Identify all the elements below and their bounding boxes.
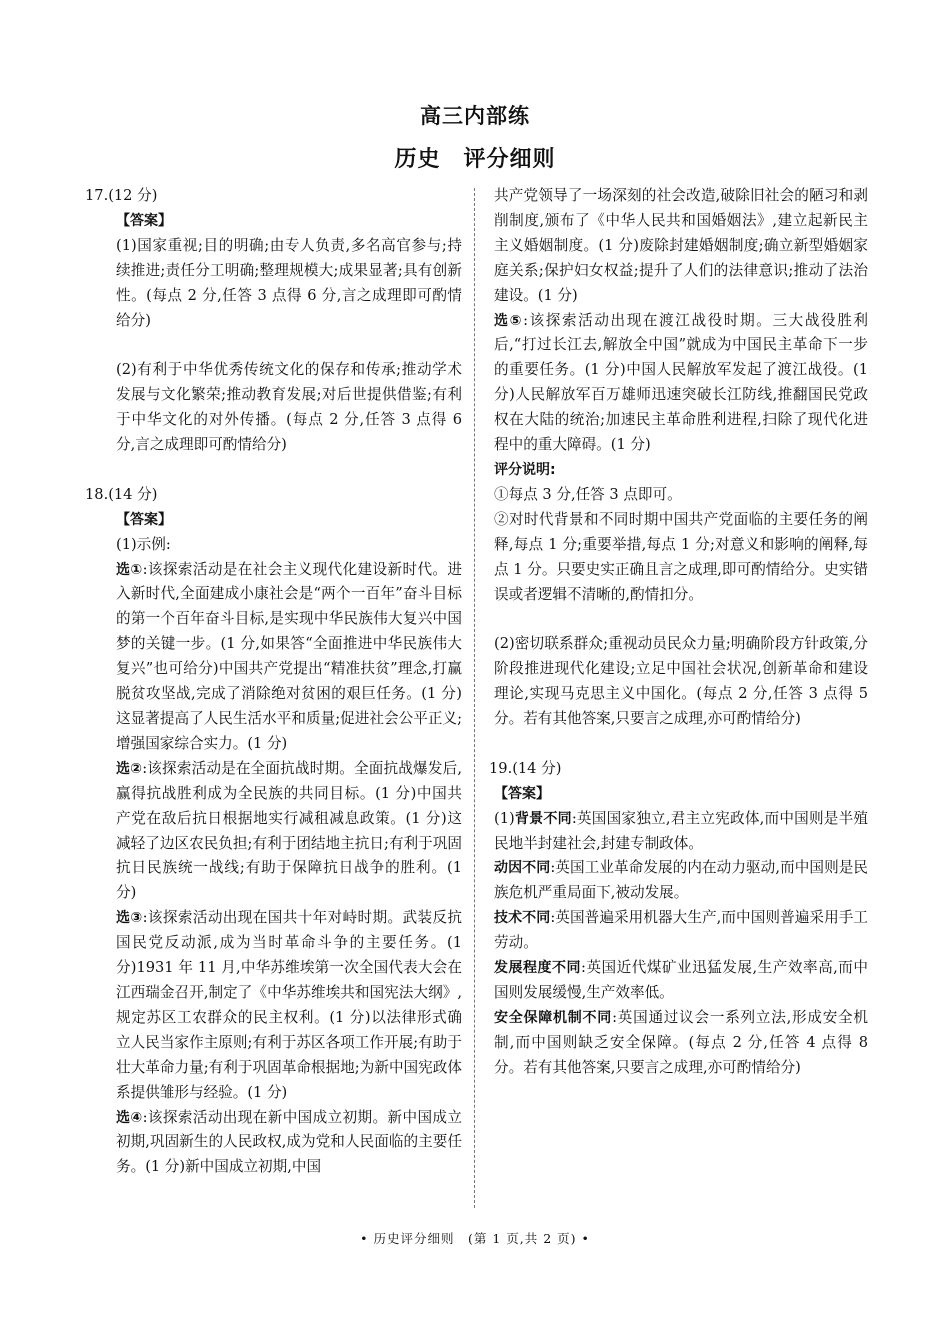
q19-point-3-label: 技术不同 (494, 910, 551, 927)
option-1-label: 选① (116, 561, 143, 578)
q19-part1-prefix: (1) (494, 809, 515, 827)
q19-point-2-label: 动因不同 (494, 860, 551, 877)
option-1-text: :该探索活动是在社会主义现代化建设新时代。进入新时代,全面建成小康社会是“两个一百年”奋斗目标的第一个百年奋斗目标,是实现中华民族伟大复兴中国梦的关键一步。(1 分,如果答“全面推进中华民族伟大复兴”也可给分)中国共产党提出“精准扶贫”理念,打赢脱贫攻坚战,完成了消除绝对贫困的艰巨任务。(1 分)这显著提高了人民生活水平和质量;促进社会公平正义;增强国家综合实力。(1 分) (116, 560, 463, 752)
option-4-continued: 共产党领导了一场深刻的社会改造,破除旧社会的陋习和剥削制度,颁布了《中华人民共和国婚姻法》,建立起新民主主义婚姻制度。(1 分)废除封建婚姻制度;确立新型婚姻家庭关系;保护妇女权益;提升了人们的法律意识;推动了法治建设。(1 分) (494, 187, 868, 304)
page-footer: • 历史评分细则 (第 1 页,共 2 页) • (360, 1231, 590, 1246)
q19-point-1 (494, 807, 868, 857)
option-4-label: 选④ (116, 1109, 143, 1126)
scoring-notes-label: 评分说明: (494, 461, 556, 478)
q19-point-1-label: 背景不同 (514, 810, 572, 827)
q19-point-1-text: :英国国家独立,君主立宪政体,而中国则是半殖民地半封建社会,封建专制政体。 (494, 809, 868, 852)
q18-part1-intro: (1)示例: (116, 535, 171, 553)
q18-heading: 18.(14 分) (85, 485, 158, 503)
right-column (489, 184, 869, 1081)
q19-point-4 (494, 956, 868, 1006)
scoring-note-1: ①每点 3 分,任答 3 点即可。 (494, 485, 682, 503)
q17-heading: 17.(12 分) (85, 187, 158, 204)
option-4 (90, 1106, 462, 1181)
q18-part2: (2)密切联系群众;重视动员民众力量;明确阶段方针政策,分阶段推进现代化建设;立足中国社会状况,创新革命和建设理论,实现马克思主义中国化。(每点 2 分,任答 3 点得 5 分。若有其他答案,只要言之成理,亦可酌情给分) (494, 635, 868, 728)
option-2 (90, 757, 462, 906)
scoring-note-2: ②对时代背景和不同时期中国共产党面临的主要任务的阐释,每点 1 分;重要举措,每点 1 分;对意义和影响的阐释,每点 1 分。只要史实正确且言之成理,即可酌情给分。史实错误或者逻辑不清晰的,酌情扣分。 (494, 510, 868, 603)
q19-point-5-label: 安全保障机制不同 (494, 1009, 613, 1026)
option-4-text: :该探索活动出现在新中国成立初期。新中国成立初期,巩固新生的人民政权,成为党和人民面临的主要任务。(1 分)新中国成立初期,中国 (116, 1108, 463, 1176)
option-3-label: 选③ (116, 910, 143, 927)
option-1 (90, 558, 462, 757)
option-3 (90, 906, 462, 1105)
q19-point-2-text: :英国工业革命发展的内在动力驱动,而中国则是民族危机严重局面下,被动发展。 (494, 859, 869, 902)
q19-point-3-text: :英国普遍采用机器大生产,而中国则普遍采用手工劳动。 (494, 909, 869, 952)
q17-part1: (1)国家重视;目的明确;由专人负责,多名高官参与;持续推进;责任分工明确;整理规模大;成果显著;具有创新性。(每点 2 分,任答 3 点得 6 分,言之成理即可酌情给分) (116, 236, 462, 329)
q18-answer-label: 【答案】 (116, 511, 172, 528)
q19-point-4-text: :英国近代煤矿业迅猛发展,生产效率高,而中国则发展缓慢,生产效率低。 (494, 959, 868, 1001)
option-5-label: 选⑤ (494, 312, 524, 329)
q19-point-2 (494, 856, 868, 906)
option-5 (494, 309, 868, 458)
option-3-text: :该探索活动出现在国共十年对峙时期。武装反抗国民党反动派,成为当时革命斗争的主要任务。(1 分)1931 年 11 月,中华苏维埃第一次全国代表大会在江西瑞金召开,制定了《中华苏维埃共和国宪法大纲》,规定苏区工农群众的民主权利。(1 分)以法律形式确立人民当家作主原则;有利于苏区各项工作开展;有助于壮大革命力量;有利于巩固革命根据地;为新中国宪政体系提供雏形与经验。(1 分) (116, 909, 463, 1101)
q19-point-4-label: 发展程度不同 (494, 960, 582, 977)
option-5-text: :该探索活动出现在渡江战役时期。三大战役胜利后,“打过长江去,解放全中国”就成为中国民主革命下一步的重要任务。(1 分)中国人民解放军发起了渡江战役。(1 分)人民解放军百万雄师迅速突破长江防线,推翻国民党政权在大陆的统治;加速民主革命胜利进程,扫除了现代化进程中的重大障碍。(1 分) (494, 311, 869, 454)
left-column (85, 184, 463, 1180)
q19-answer-label: 【答案】 (494, 785, 550, 802)
option-2-label: 选② (116, 760, 143, 777)
column-divider (474, 188, 475, 1208)
q19-point-5 (494, 1006, 868, 1081)
page-title: 高三内部练 (420, 103, 530, 128)
q19-heading: 19.(14 分) (489, 759, 562, 777)
option-2-text: :该探索活动是在全面抗战时期。全面抗战爆发后,赢得抗战胜利成为全民族的共同目标。(1 分)中国共产党在敌后抗日根据地实行减租减息政策。(1 分)这减轻了边区农民负担;有利于团结地主抗日;有利于巩固抗日民族统一战线;有助于保障抗日战争的胜利。(1 分) (116, 759, 462, 902)
q17-part2: (2)有利于中华优秀传统文化的保存和传承;推动学术发展与文化繁荣;推动教育发展;对后世提供借鉴;有利于中华文化的对外传播。(每点 2 分,任答 3 点得 6 分,言之成理即可酌情给分) (116, 361, 462, 454)
q17-answer-label: 【答案】 (116, 212, 172, 229)
q19-point-5-text: :英国通过议会一系列立法,形成安全机制,而中国则缺乏安全保障。(每点 2 分,任答 4 点得 8 分。若有其他答案,只要言之成理,亦可酌情给分) (494, 1008, 868, 1076)
page-subtitle: 历史 评分细则 (394, 146, 556, 172)
q19-point-3 (494, 906, 868, 956)
